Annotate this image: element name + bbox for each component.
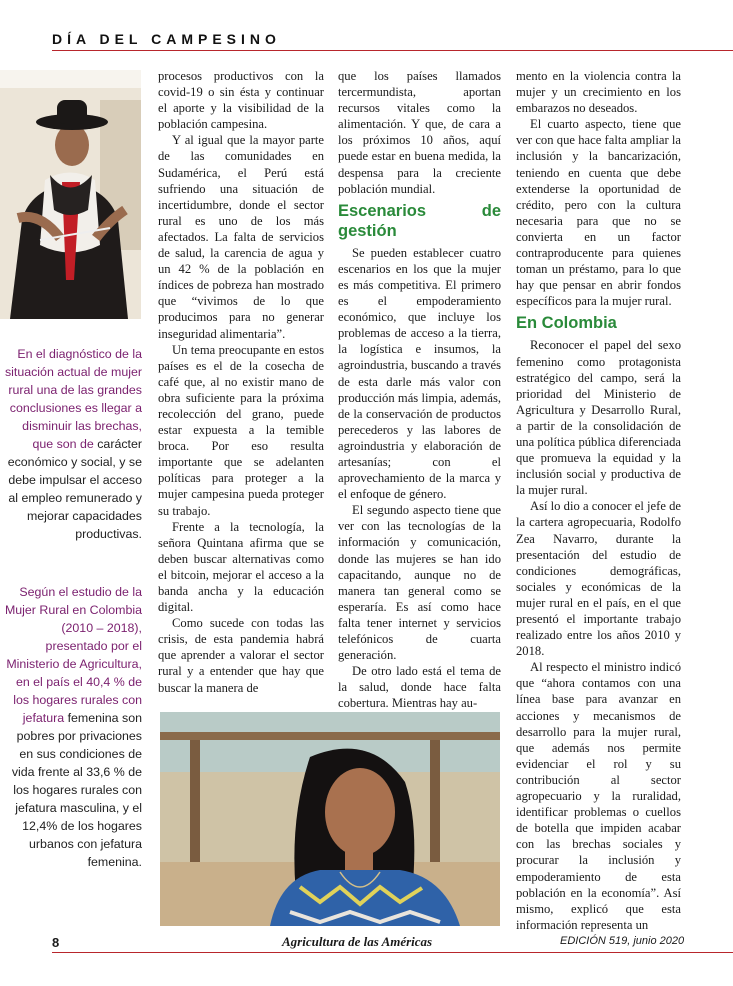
paragraph: Reconocer el papel del sexo femenino como protagonista estratégico del campo, será la prioridad del Ministerio de Agricultura y Desarrollo Rural, a partir de la consolidación de una política pública diferenciada que promueva la equidad y la inclusión social y productiva de la mujer rural. <box>516 338 681 498</box>
sidebar-quote-2 <box>0 583 142 871</box>
paragraph: El cuarto aspecto, tiene que ver con que hace falta ampliar la inclusión y la bancarización, teniendo en cuenta que debe extenderse la oportunidad de crédito, pero con la cultura necesaria para que no se convierta en un factor contraproducente para quienes toman un préstamo, para lo que hay que pensar en abrir fondos específicos para la mujer rural. <box>516 117 681 309</box>
paragraph: Un tema preocupante en estos países es el de la cosecha de café que, al no existir mano de obra suficiente para la próxima recolección del grano, puede estar expuesta a la temible broca. Por eso resulta importante que se adelanten políticas para proteger a la mujer campesina pueda proteger su trabajo. <box>158 342 324 518</box>
man-illustration <box>0 70 141 319</box>
woman-illustration <box>160 712 500 926</box>
article-column-1 <box>158 68 324 696</box>
section-heading-escenarios: Escenarios de gestión <box>338 201 501 240</box>
sidebar-quote-1 <box>0 345 142 543</box>
photo-campesino-man <box>0 70 141 319</box>
paragraph: mento en la violencia contra la mujer y un crecimiento en los embarazos no deseados. <box>516 69 681 116</box>
sidebar-2-accent-text: Según el estudio de la Mujer Rural en Colombia (2010 – 2018), presentado por el Ministerio de Agricultura, en el país el 40,4 % de los hogares rurales con jefatura <box>4 585 142 725</box>
sidebar-1-accent-text: En el diagnóstico de la situación actual de mujer rural una de las grandes conclusiones es llegar a disminuir las brechas, que son de <box>4 347 142 451</box>
sidebar-2-dark-text: femenina son pobres por privaciones en sus condiciones de vida frente al 33,6 % de los hogares rurales con jefatura masculina, y el 12,4% de los hogares urbanos con jefatura femenina. <box>11 711 142 869</box>
paragraph: Se pueden establecer cuatro escenarios en los que la mujer es más competitiva. El primero es el empoderamiento económico, que incluye los problemas de acceso a la tierra, la logística e insumos, la agroindustria, buscando a través de esta darle más valor con producción más limpia, además, de la conservación de productos perecederos y las labores de agroindustria y elaboración de artesanías; con el aprovechamiento de la marca y el enfoque de género. <box>338 245 501 502</box>
paragraph: que los países llamados tercermundista, aportan recursos vitales como la alimentación. Y que, de cara a los próximos 10 años, aquí puede estar en buena medida, la despensa para la creciente población mundial. <box>338 69 501 196</box>
section-heading-colombia: En Colombia <box>516 314 617 333</box>
paragraph: Al respecto el ministro indicó que “ahora contamos con una línea base para avanzar en acciones y mecanismos de desarrollo para la mujer rural, que además nos permite evidenciar el rol y su contribución al sector agropecuario y la ruralidad, identificar problemas o cuellos de botella que impiden acabar con las brechas sociales y procurar la inclusión y empoderamiento de esta población en la economía”. Así mismo, explicó que esta información representa un <box>516 660 681 932</box>
photo-rural-woman <box>160 712 500 926</box>
article-column-3 <box>516 68 681 933</box>
paragraph: Así lo dio a conocer el jefe de la cartera agropecuaria, Rodolfo Zea Navarro, durante la presentación del estudio de condiciones demográficas, sociales y económicas de la mujer rural en el país, en el que presentó el importante trabajo realizado entre los años 2010 y 2018. <box>516 499 681 659</box>
paragraph: El segundo aspecto tiene que ver con las tecnologías de la información y comunicación, donde las mujeres se han ido capacitando, aunque no de manera tan general como se esperaría. Es así como hace falta tener internet y servicios telefónicos de cuarta generación. <box>338 503 501 663</box>
sidebar-1-dark-text: carácter económico y social, y se debe impulsar el acceso al empleo remunerado y mejorar capacidades productivas. <box>7 437 142 541</box>
header-rule <box>52 50 733 51</box>
paragraph: procesos productivos con la covid-19 o sin ésta y continuar el aporte y la visibilidad de la población campesina. <box>158 69 324 132</box>
edition-info: EDICIÓN 519, junio 2020 <box>560 935 685 947</box>
paragraph: Y al igual que la mayor parte de las comunidades en Sudamérica, el Perú está sufriendo una situación de incertidumbre, donde el sector rural es uno de los más afectados. La falta de servicios de salud, la carencia de agua y un 42 % de la población en índices de pobreza han mostrado que “vivimos de lo que producimos para no generar inseguridad alimentaria”. <box>158 133 324 341</box>
section-header: DÍA DEL CAMPESINO <box>52 31 281 47</box>
paragraph: Como sucede con todas las crisis, de esta pandemia habrá que aprender a valorar el sector rural y a entender que hay que buscar la manera de <box>158 616 324 695</box>
page-number: 8 <box>52 935 60 950</box>
paragraph: De otro lado está el tema de la salud, donde hace falta cobertura. Mientras hay au- <box>338 664 501 711</box>
footer-rule <box>52 952 733 953</box>
paragraph: Frente a la tecnología, la señora Quintana afirma que se deben buscar alternativas como el bitcoin, mejorar el acceso a la banda ancha y la educación digital. <box>158 519 324 615</box>
article-column-2 <box>338 68 501 711</box>
magazine-title: Agricultura de las Américas <box>282 934 433 949</box>
